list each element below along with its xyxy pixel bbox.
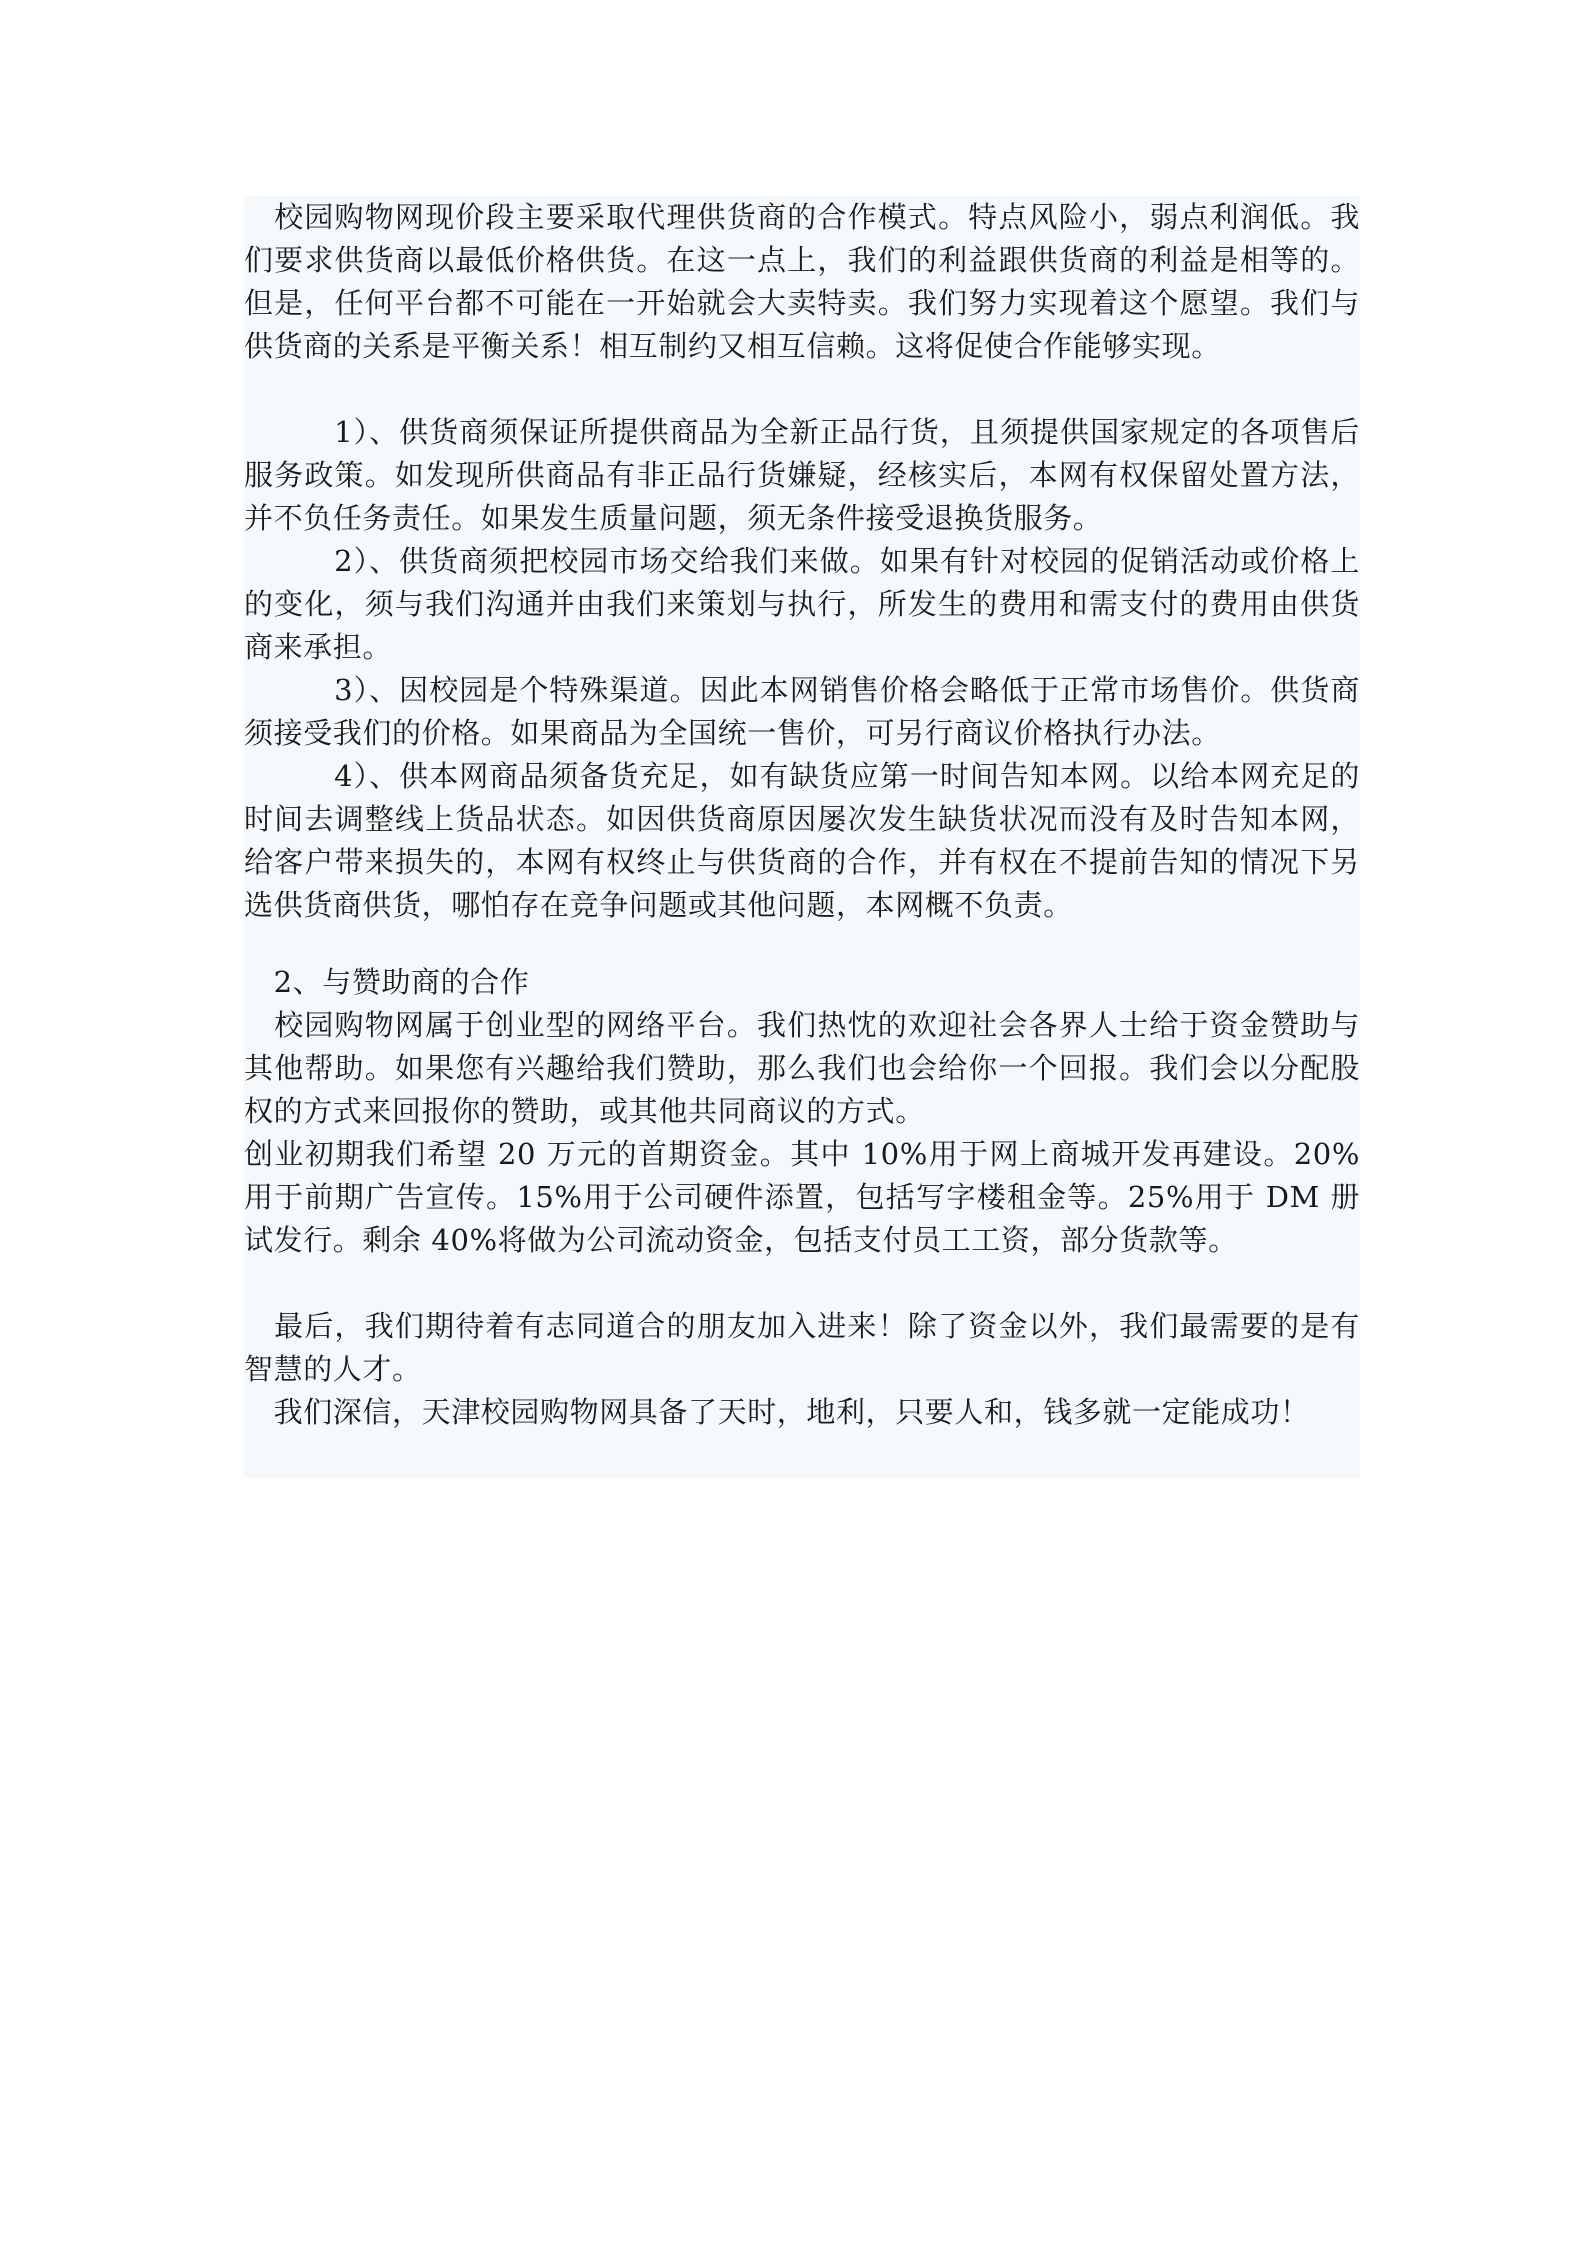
paragraph-intro: 校园购物网现价段主要采取代理供货商的合作模式。特点风险小，弱点利润低。我们要求供货商以最低价格供货。在这一点上，我们的利益跟供货商的利益是相等的。但是，任何平台都不可能在一开始就会大卖特卖。我们努力实现着这个愿望。我们与供货商的关系是平衡关系！相互制约又相互信赖。这将促使合作能够实现。 xyxy=(244,200,1360,363)
paragraph-item-4: 4）、供本网商品须备货充足，如有缺货应第一时间告知本网。以给本网充足的时间去调整线上货品状态。如因供货商原因屡次发生缺货状况而没有及时告知本网，给客户带来损失的，本网有权终止与供货商的合作，并有权在不提前告知的情况下另选供货商供货，哪怕存在竞争问题或其他问题，本网概不负责。 xyxy=(244,759,1360,922)
paragraph-funding: 创业初期我们希望 20 万元的首期资金。其中 10%用于网上商城开发再建设。20%用于前期广告宣传。15%用于公司硬件添置，包括写字楼租金等。25%用于 DM 册试发行。剩余 40%将做为公司流动资金，包括支付员工工资，部分货款等。 xyxy=(244,1137,1360,1257)
document-body xyxy=(244,196,1360,1478)
section-heading-sponsor: 2、与赞助商的合作 xyxy=(244,965,530,999)
paragraph-item-3: 3）、因校园是个特殊渠道。因此本网销售价格会略低于正常市场售价。供货商须接受我们的价格。如果商品为全国统一售价，可另行商议价格执行办法。 xyxy=(244,673,1360,750)
paragraph-closing: 最后，我们期待着有志同道合的朋友加入进来！除了资金以外，我们最需要的是有智慧的人才。 xyxy=(244,1309,1360,1386)
paragraph-item-1: 1）、供货商须保证所提供商品为全新正品行货，且须提供国家规定的各项售后服务政策。如发现所供商品有非正品行货嫌疑，经核实后，本网有权保留处置方法，并不负任务责任。如果发生质量问题，须无条件接受退换货服务。 xyxy=(244,415,1360,535)
paragraph-sponsor: 校园购物网属于创业型的网络平台。我们热忱的欢迎社会各界人士给于资金赞助与其他帮助。如果您有兴趣给我们赞助，那么我们也会给你一个回报。我们会以分配股权的方式来回报你的赞助，或其他共同商议的方式。 xyxy=(244,1008,1360,1128)
paragraph-final: 我们深信，天津校园购物网具备了天时，地利，只要人和，钱多就一定能成功！ xyxy=(244,1395,1310,1429)
paragraph-item-2: 2）、供货商须把校园市场交给我们来做。如果有针对校园的促销活动或价格上的变化，须与我们沟通并由我们来策划与执行，所发生的费用和需支付的费用由供货商来承担。 xyxy=(244,544,1360,664)
